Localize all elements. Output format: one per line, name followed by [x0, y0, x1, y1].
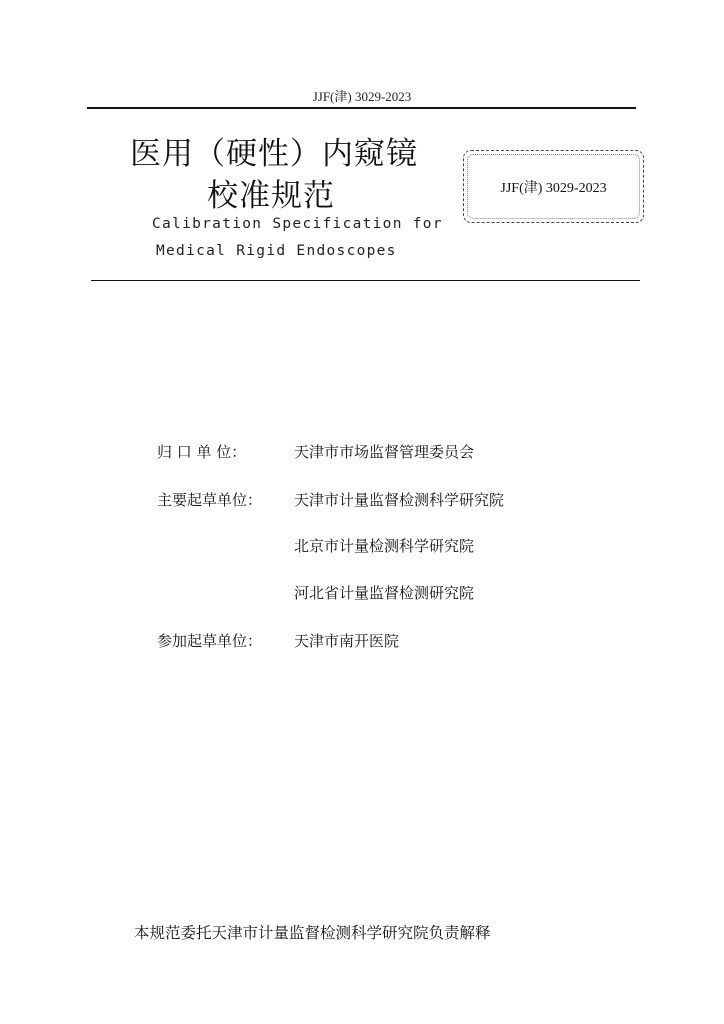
header-standard-code: JJF(津) 3029-2023	[312, 89, 412, 104]
standard-code-box-text: JJF(津) 3029-2023	[500, 180, 607, 196]
info-row-main-drafting-unit-2	[0, 535, 724, 559]
info-label: 主要起草单位：	[157, 491, 263, 509]
info-label: 归 口 单 位：	[157, 443, 247, 461]
info-row-main-drafting-unit	[0, 489, 724, 513]
info-value: 北京市计量检测科学研究院	[294, 537, 475, 555]
interpretation-note: 本规范委托天津市计量监督检测科学研究院负责解释	[134, 924, 491, 942]
english-title-line-1: Calibration Specification for	[152, 216, 443, 232]
info-row-responsible-unit	[0, 441, 724, 465]
info-value: 天津市计量监督检测科学研究院	[294, 491, 505, 509]
document-title-line-1: 医用（硬性）内窥镜	[130, 136, 418, 172]
document-title-line-2: 校准规范	[207, 178, 335, 214]
info-value: 天津市市场监督管理委员会	[294, 443, 475, 461]
info-value: 天津市南开医院	[294, 632, 400, 650]
header-rule	[87, 107, 636, 109]
standard-code-box	[463, 150, 644, 223]
english-title-line-2: Medical Rigid Endoscopes	[156, 243, 397, 259]
info-row-main-drafting-unit-3	[0, 582, 724, 606]
info-label: 参加起草单位：	[157, 632, 263, 650]
title-divider-rule	[91, 280, 640, 281]
info-value: 河北省计量监督检测研究院	[294, 584, 475, 602]
info-row-participating-unit	[0, 630, 724, 654]
